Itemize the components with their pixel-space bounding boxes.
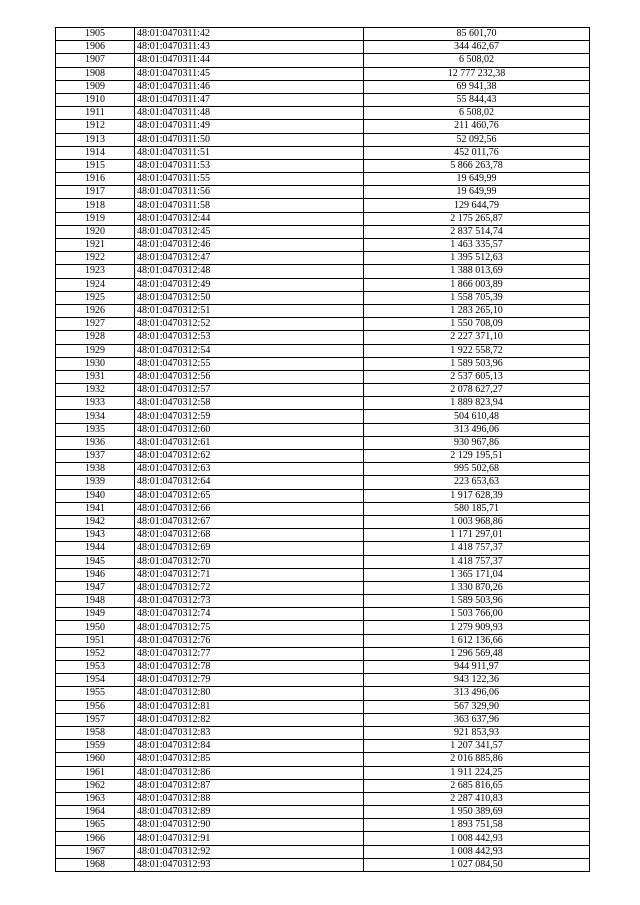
cadastral-number-cell: 48:01:0470312:50 [135,291,364,304]
row-number-cell: 1945 [56,555,135,568]
table-row [56,529,590,542]
cadastral-value-cell: 1 330 870,26 [364,581,590,594]
row-number-cell: 1929 [56,344,135,357]
cadastral-number-cell: 48:01:0470312:51 [135,304,364,317]
row-number-cell: 1921 [56,239,135,252]
table-row [56,713,590,726]
row-number-cell: 1959 [56,740,135,753]
cadastral-value-cell: 363 637,96 [364,713,590,726]
table-row [56,858,590,871]
row-number-cell: 1951 [56,634,135,647]
cadastral-value-cell: 52 092,56 [364,133,590,146]
row-number-cell: 1940 [56,489,135,502]
row-number-cell: 1925 [56,291,135,304]
row-number-cell: 1906 [56,41,135,54]
row-number-cell: 1965 [56,819,135,832]
table-row [56,463,590,476]
cadastral-value-cell: 504 610,48 [364,410,590,423]
cadastral-value-cell: 1 922 558,72 [364,344,590,357]
cadastral-value-cell: 2 016 885,86 [364,753,590,766]
table-row [56,661,590,674]
cadastral-number-cell: 48:01:0470312:62 [135,450,364,463]
cadastral-number-cell: 48:01:0470312:65 [135,489,364,502]
cadastral-value-cell: 1 008 442,93 [364,832,590,845]
table-row [56,423,590,436]
cadastral-number-cell: 48:01:0470312:88 [135,792,364,805]
cadastral-number-cell: 48:01:0470312:79 [135,674,364,687]
table-row [56,357,590,370]
cadastral-value-cell: 995 502,68 [364,463,590,476]
table-row [56,410,590,423]
table-row [56,199,590,212]
table-row [56,265,590,278]
cadastral-number-cell: 48:01:0470312:73 [135,595,364,608]
table-row [56,225,590,238]
cadastral-value-cell: 1 893 751,58 [364,819,590,832]
table-row [56,845,590,858]
row-number-cell: 1931 [56,370,135,383]
cadastral-number-cell: 48:01:0470311:56 [135,186,364,199]
cadastral-value-cell: 1 589 503,96 [364,595,590,608]
cadastral-number-cell: 48:01:0470312:90 [135,819,364,832]
cadastral-value-cell: 6 508,02 [364,107,590,120]
table-row [56,397,590,410]
row-number-cell: 1928 [56,331,135,344]
table-row [56,806,590,819]
cadastral-number-cell: 48:01:0470312:46 [135,239,364,252]
cadastral-value-cell: 1 207 341,57 [364,740,590,753]
table-row [56,568,590,581]
table-row [56,450,590,463]
table-row [56,239,590,252]
table-row [56,133,590,146]
row-number-cell: 1926 [56,304,135,317]
row-number-cell: 1952 [56,647,135,660]
cadastral-number-cell: 48:01:0470312:85 [135,753,364,766]
cadastral-value-cell: 2 129 195,51 [364,450,590,463]
cadastral-value-cell: 2 837 514,74 [364,225,590,238]
row-number-cell: 1905 [56,28,135,41]
row-number-cell: 1958 [56,726,135,739]
cadastral-number-cell: 48:01:0470312:53 [135,331,364,344]
cadastral-value-cell: 2 175 265,87 [364,212,590,225]
cadastral-value-cell: 55 844,43 [364,93,590,106]
cadastral-number-cell: 48:01:0470312:84 [135,740,364,753]
cadastral-number-cell: 48:01:0470312:58 [135,397,364,410]
table-row [56,766,590,779]
table-row [56,753,590,766]
row-number-cell: 1910 [56,93,135,106]
row-number-cell: 1909 [56,80,135,93]
cadastral-number-cell: 48:01:0470312:55 [135,357,364,370]
cadastral-number-cell: 48:01:0470312:44 [135,212,364,225]
cadastral-number-cell: 48:01:0470312:59 [135,410,364,423]
row-number-cell: 1932 [56,384,135,397]
table-row [56,384,590,397]
table-row [56,120,590,133]
row-number-cell: 1954 [56,674,135,687]
cadastral-value-cell: 69 941,38 [364,80,590,93]
table-row [56,173,590,186]
row-number-cell: 1941 [56,502,135,515]
cadastral-value-cell: 930 967,86 [364,436,590,449]
table-row [56,159,590,172]
cadastral-value-cell: 211 460,76 [364,120,590,133]
cadastral-value-cell: 1 279 909,93 [364,621,590,634]
table-row [56,41,590,54]
table-row [56,186,590,199]
row-number-cell: 1947 [56,581,135,594]
table-row [56,344,590,357]
table-row [56,647,590,660]
cadastral-number-cell: 48:01:0470312:47 [135,252,364,265]
cadastral-value-cell: 452 011,76 [364,146,590,159]
cadastral-number-cell: 48:01:0470311:44 [135,54,364,67]
table-row [56,832,590,845]
cadastral-number-cell: 48:01:0470312:66 [135,502,364,515]
row-number-cell: 1915 [56,159,135,172]
row-number-cell: 1946 [56,568,135,581]
row-number-cell: 1939 [56,476,135,489]
row-number-cell: 1908 [56,67,135,80]
cadastral-number-cell: 48:01:0470312:75 [135,621,364,634]
row-number-cell: 1913 [56,133,135,146]
table-row [56,304,590,317]
row-number-cell: 1907 [56,54,135,67]
cadastral-value-cell: 313 496,06 [364,423,590,436]
cadastral-number-cell: 48:01:0470311:46 [135,80,364,93]
table-row [56,687,590,700]
cadastral-number-cell: 48:01:0470311:43 [135,41,364,54]
cadastral-value-cell: 567 329,90 [364,700,590,713]
cadastral-number-cell: 48:01:0470312:56 [135,370,364,383]
cadastral-number-cell: 48:01:0470312:89 [135,806,364,819]
cadastral-number-cell: 48:01:0470312:71 [135,568,364,581]
row-number-cell: 1966 [56,832,135,845]
row-number-cell: 1962 [56,779,135,792]
cadastral-number-cell: 48:01:0470311:55 [135,173,364,186]
row-number-cell: 1948 [56,595,135,608]
cadastral-value-cell: 1 950 389,69 [364,806,590,819]
cadastral-value-cell: 1 889 823,94 [364,397,590,410]
row-number-cell: 1927 [56,318,135,331]
table-row [56,502,590,515]
table-row [56,779,590,792]
table-row [56,146,590,159]
cadastral-value-cell: 5 866 263,78 [364,159,590,172]
cadastral-value-cell: 1 463 335,57 [364,239,590,252]
cadastral-value-cell: 223 653,63 [364,476,590,489]
table-row [56,608,590,621]
table-row [56,634,590,647]
cadastral-number-cell: 48:01:0470312:52 [135,318,364,331]
cadastral-number-cell: 48:01:0470311:45 [135,67,364,80]
row-number-cell: 1912 [56,120,135,133]
table-row [56,726,590,739]
cadastral-number-cell: 48:01:0470312:57 [135,384,364,397]
table-row [56,212,590,225]
row-number-cell: 1935 [56,423,135,436]
table-row [56,54,590,67]
cadastral-number-cell: 48:01:0470312:77 [135,647,364,660]
cadastral-number-cell: 48:01:0470312:67 [135,515,364,528]
cadastral-value-cell: 313 496,06 [364,687,590,700]
cadastral-number-cell: 48:01:0470312:49 [135,278,364,291]
row-number-cell: 1956 [56,700,135,713]
cadastral-value-cell: 2 685 816,65 [364,779,590,792]
cadastral-value-cell: 1 866 003,89 [364,278,590,291]
table-row [56,674,590,687]
table-row [56,476,590,489]
cadastral-value-cell: 1 589 503,96 [364,357,590,370]
cadastral-value-cell: 1 171 297,01 [364,529,590,542]
table-row [56,107,590,120]
cadastral-value-cell: 1 283 265,10 [364,304,590,317]
cadastral-number-cell: 48:01:0470311:58 [135,199,364,212]
cadastral-number-cell: 48:01:0470311:53 [135,159,364,172]
cadastral-number-cell: 48:01:0470312:91 [135,832,364,845]
cadastral-number-cell: 48:01:0470312:93 [135,858,364,871]
cadastral-number-cell: 48:01:0470312:74 [135,608,364,621]
cadastral-number-cell: 48:01:0470312:48 [135,265,364,278]
cadastral-number-cell: 48:01:0470312:45 [135,225,364,238]
cadastral-number-cell: 48:01:0470311:50 [135,133,364,146]
cadastral-value-cell: 1 917 628,39 [364,489,590,502]
table-body [56,28,590,872]
cadastral-number-cell: 48:01:0470312:81 [135,700,364,713]
row-number-cell: 1936 [56,436,135,449]
cadastral-value-cell: 19 649,99 [364,173,590,186]
row-number-cell: 1957 [56,713,135,726]
cadastral-number-cell: 48:01:0470311:42 [135,28,364,41]
row-number-cell: 1917 [56,186,135,199]
cadastral-value-cell: 2 537 605,13 [364,370,590,383]
cadastral-value-cell: 1 550 708,09 [364,318,590,331]
cadastral-value-cell: 944 911,97 [364,661,590,674]
cadastral-value-table [55,27,590,872]
cadastral-number-cell: 48:01:0470312:64 [135,476,364,489]
table-row [56,370,590,383]
table-row [56,792,590,805]
cadastral-number-cell: 48:01:0470312:72 [135,581,364,594]
table-row [56,318,590,331]
cadastral-value-cell: 943 122,36 [364,674,590,687]
table-row [56,93,590,106]
table-row [56,819,590,832]
table-row [56,436,590,449]
cadastral-value-cell: 2 227 371,10 [364,331,590,344]
row-number-cell: 1922 [56,252,135,265]
cadastral-number-cell: 48:01:0470312:70 [135,555,364,568]
cadastral-number-cell: 48:01:0470312:76 [135,634,364,647]
cadastral-number-cell: 48:01:0470312:63 [135,463,364,476]
cadastral-value-cell: 6 508,02 [364,54,590,67]
table-row [56,515,590,528]
cadastral-value-cell: 1 395 512,63 [364,252,590,265]
table-row [56,252,590,265]
cadastral-number-cell: 48:01:0470312:87 [135,779,364,792]
table-row [56,489,590,502]
row-number-cell: 1942 [56,515,135,528]
cadastral-value-cell: 2 287 410,83 [364,792,590,805]
row-number-cell: 1967 [56,845,135,858]
row-number-cell: 1938 [56,463,135,476]
row-number-cell: 1933 [56,397,135,410]
table-row [56,542,590,555]
table-row [56,291,590,304]
cadastral-value-cell: 1 296 569,48 [364,647,590,660]
cadastral-value-cell: 85 601,70 [364,28,590,41]
cadastral-value-cell: 1 418 757,37 [364,555,590,568]
cadastral-value-cell: 1 003 968,86 [364,515,590,528]
row-number-cell: 1919 [56,212,135,225]
cadastral-number-cell: 48:01:0470311:48 [135,107,364,120]
cadastral-value-cell: 1 418 757,37 [364,542,590,555]
cadastral-number-cell: 48:01:0470312:60 [135,423,364,436]
cadastral-number-cell: 48:01:0470312:78 [135,661,364,674]
table-row [56,581,590,594]
row-number-cell: 1963 [56,792,135,805]
cadastral-number-cell: 48:01:0470312:80 [135,687,364,700]
table-row [56,555,590,568]
cadastral-number-cell: 48:01:0470312:54 [135,344,364,357]
row-number-cell: 1953 [56,661,135,674]
table-row [56,595,590,608]
cadastral-value-cell: 2 078 627,27 [364,384,590,397]
cadastral-number-cell: 48:01:0470311:47 [135,93,364,106]
row-number-cell: 1943 [56,529,135,542]
row-number-cell: 1944 [56,542,135,555]
row-number-cell: 1937 [56,450,135,463]
row-number-cell: 1961 [56,766,135,779]
cadastral-number-cell: 48:01:0470311:49 [135,120,364,133]
cadastral-number-cell: 48:01:0470312:92 [135,845,364,858]
cadastral-value-cell: 129 644,79 [364,199,590,212]
cadastral-value-cell: 580 185,71 [364,502,590,515]
table-row [56,80,590,93]
cadastral-value-cell: 1 911 224,25 [364,766,590,779]
row-number-cell: 1911 [56,107,135,120]
cadastral-value-cell: 344 462,67 [364,41,590,54]
cadastral-number-cell: 48:01:0470312:83 [135,726,364,739]
cadastral-value-cell: 1 027 084,50 [364,858,590,871]
row-number-cell: 1914 [56,146,135,159]
row-number-cell: 1960 [56,753,135,766]
row-number-cell: 1923 [56,265,135,278]
row-number-cell: 1950 [56,621,135,634]
cadastral-value-cell: 19 649,99 [364,186,590,199]
table-row [56,67,590,80]
cadastral-number-cell: 48:01:0470312:69 [135,542,364,555]
cadastral-value-cell: 1 388 013,69 [364,265,590,278]
row-number-cell: 1920 [56,225,135,238]
cadastral-value-cell: 1 612 136,66 [364,634,590,647]
cadastral-value-cell: 12 777 232,38 [364,67,590,80]
row-number-cell: 1968 [56,858,135,871]
table-row [56,740,590,753]
row-number-cell: 1934 [56,410,135,423]
table-row [56,278,590,291]
row-number-cell: 1930 [56,357,135,370]
table-row [56,331,590,344]
cadastral-number-cell: 48:01:0470311:51 [135,146,364,159]
cadastral-value-cell: 1 558 705,39 [364,291,590,304]
cadastral-number-cell: 48:01:0470312:86 [135,766,364,779]
table-row [56,700,590,713]
cadastral-value-cell: 1 503 766,00 [364,608,590,621]
table-row [56,28,590,41]
cadastral-number-cell: 48:01:0470312:82 [135,713,364,726]
row-number-cell: 1949 [56,608,135,621]
row-number-cell: 1918 [56,199,135,212]
row-number-cell: 1924 [56,278,135,291]
row-number-cell: 1955 [56,687,135,700]
cadastral-value-cell: 1 008 442,93 [364,845,590,858]
row-number-cell: 1916 [56,173,135,186]
cadastral-number-cell: 48:01:0470312:68 [135,529,364,542]
cadastral-number-cell: 48:01:0470312:61 [135,436,364,449]
cadastral-value-cell: 921 853,93 [364,726,590,739]
row-number-cell: 1964 [56,806,135,819]
table-row [56,621,590,634]
cadastral-value-cell: 1 365 171,04 [364,568,590,581]
